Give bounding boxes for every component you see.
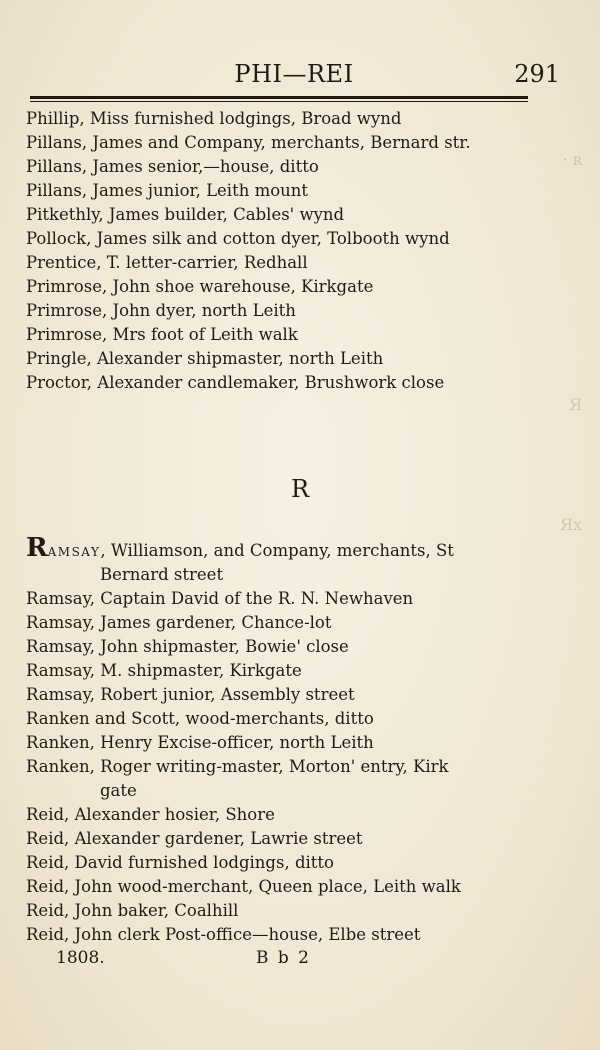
list-item: Ramsay, Robert junior, Assembly street (26, 685, 355, 704)
list-item: Prentice, T. letter-carrier, Redhall (26, 253, 308, 272)
list-item: Pringle, Alexander shipmaster, north Leith (26, 349, 384, 368)
bleed-through: Ях (560, 515, 582, 534)
list-item: Ramsay, Captain David of the R. N. Newhaven (26, 589, 414, 608)
section-letter-r: R (290, 475, 310, 503)
list-item: Pitkethly, James builder, Cables' wynd (26, 205, 345, 224)
list-item: Ramsay, M. shipmaster, Kirkgate (26, 661, 302, 680)
drop-cap: R (26, 536, 48, 563)
entries-list-p (26, 107, 566, 395)
bleed-through: Я (569, 395, 582, 414)
list-item-continuation: gate (100, 781, 137, 800)
list-item: Reid, John wood-merchant, Queen place, Leith walk (26, 877, 461, 896)
running-head (28, 60, 560, 96)
list-item: Proctor, Alexander candlemaker, Brushwork close (26, 373, 445, 392)
list-item: Pillans, James and Company, merchants, Bernard str. (26, 133, 471, 152)
list-item: Primrose, John shoe warehouse, Kirkgate (26, 277, 374, 296)
list-item: Pillans, James junior, Leith mount (26, 181, 309, 200)
page-footer (56, 948, 556, 974)
list-item (26, 536, 566, 563)
entry-rest: , Williamson, and Company, merchants, St (100, 541, 454, 560)
list-item: Reid, John baker, Coalhill (26, 901, 239, 920)
list-item: Reid, David furnished lodgings, ditto (26, 853, 334, 872)
footer-year: 1808. (56, 948, 105, 968)
bleed-through: · ʀ (562, 150, 582, 169)
list-item: Reid, John clerk Post-office—house, Elbe street (26, 925, 421, 944)
list-item: Reid, Alexander hosier, Shore (26, 805, 275, 824)
list-item: Ramsay, John shipmaster, Bowie' close (26, 637, 349, 656)
small-caps-name: amsay (47, 541, 101, 560)
header-rule-thin (30, 101, 528, 102)
list-item-continuation: Bernard street (100, 565, 224, 584)
header-rule (30, 96, 528, 99)
list-item: Ranken, Roger writing-master, Morton' entry, Kirk (26, 757, 449, 776)
list-item: Pillans, James senior,—house, ditto (26, 157, 319, 176)
page-title: PHI—REI (234, 60, 354, 88)
entries-list-r (26, 536, 566, 947)
list-item: Ramsay, James gardener, Chance-lot (26, 613, 332, 632)
list-item: Ranken, Henry Excise-officer, north Leith (26, 733, 374, 752)
footer-signature: B b 2 (256, 948, 311, 968)
list-item: Primrose, John dyer, north Leith (26, 301, 296, 320)
list-item: Reid, Alexander gardener, Lawrie street (26, 829, 363, 848)
list-item: Primrose, Mrs foot of Leith walk (26, 325, 298, 344)
list-item: Phillip, Miss furnished lodgings, Broad wynd (26, 109, 402, 128)
list-item: Pollock, James silk and cotton dyer, Tolbooth wynd (26, 229, 450, 248)
page-number: 291 (514, 60, 560, 88)
list-item: Ranken and Scott, wood-merchants, ditto (26, 709, 374, 728)
